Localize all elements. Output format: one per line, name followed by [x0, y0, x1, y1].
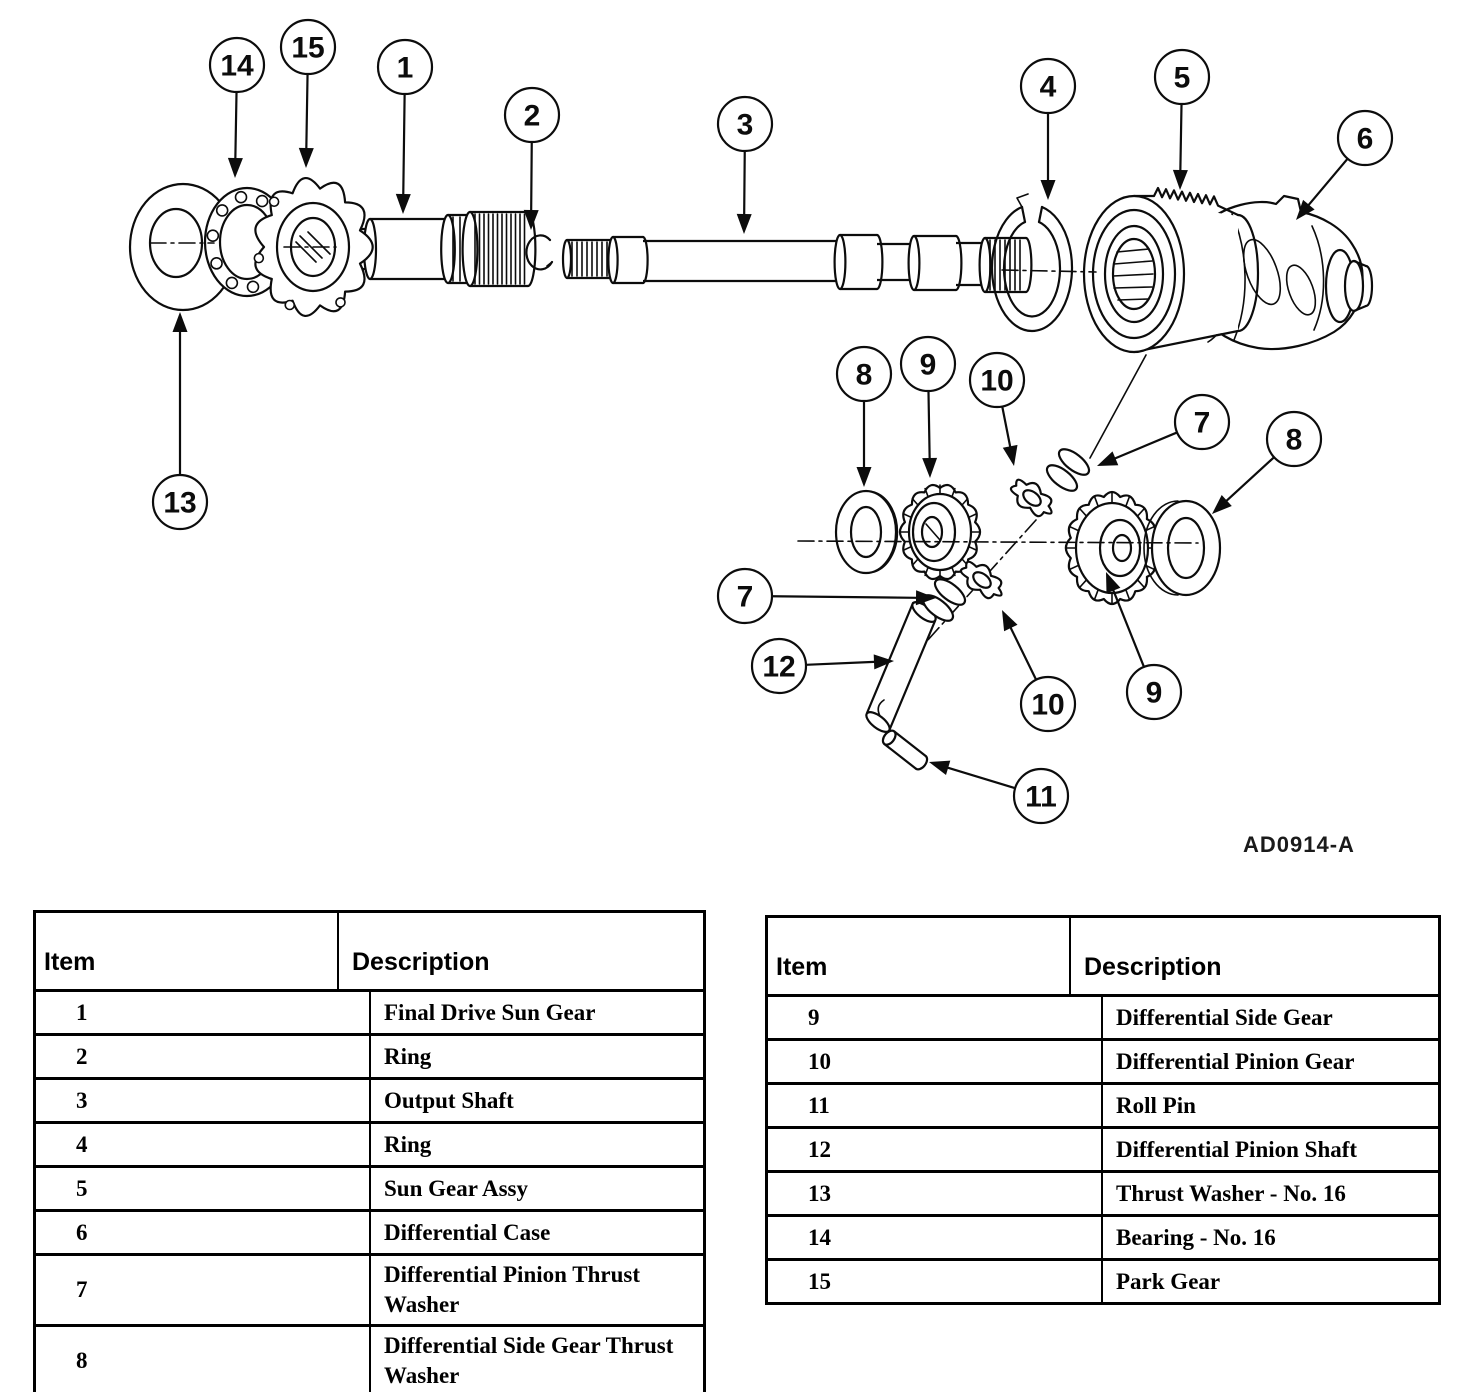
callout-8 [837, 347, 891, 487]
item-cell: 3 [36, 1080, 371, 1121]
item-cell: 12 [768, 1129, 1103, 1170]
part-roll-pin [880, 728, 929, 771]
table-row [36, 1165, 703, 1209]
description-cell: Final Drive Sun Gear [384, 999, 596, 1025]
svg-text:13: 13 [163, 486, 197, 520]
svg-text:2: 2 [523, 99, 541, 133]
table-header-row [36, 913, 703, 989]
description-cell: Differential Pinion Shaft [1116, 1136, 1358, 1162]
figure-code-label: AD0914-A [1243, 832, 1355, 857]
svg-text:4: 4 [1039, 70, 1057, 104]
description-cell: Roll Pin [1116, 1092, 1196, 1118]
table-row [36, 1209, 703, 1253]
description-header: Description [352, 948, 490, 976]
callout-15 [281, 20, 335, 168]
part-side-gear-thrust-washer-left [836, 491, 897, 573]
part-pinion-thrust-washer-upper [1043, 445, 1093, 496]
svg-text:11: 11 [1025, 780, 1057, 814]
item-cell: 5 [36, 1168, 371, 1209]
description-cell: Ring [384, 1043, 432, 1069]
description-header: Description [1084, 953, 1222, 981]
table-row [36, 1033, 703, 1077]
table-row [36, 1253, 703, 1324]
callout-3 [718, 97, 772, 234]
table-row [768, 1214, 1438, 1258]
description-cell: Sun Gear Assy [384, 1175, 529, 1201]
svg-text:7: 7 [1193, 406, 1211, 440]
item-cell: 9 [768, 997, 1103, 1038]
table-row [36, 1121, 703, 1165]
svg-text:10: 10 [980, 364, 1014, 398]
part-differential-pinion-gear-upper [1006, 473, 1060, 523]
description-cell: Ring [384, 1131, 432, 1157]
item-cell: 4 [36, 1124, 371, 1165]
description-cell: Park Gear [1116, 1268, 1221, 1294]
svg-text:8: 8 [855, 358, 873, 392]
description-cell: Differential Side Gear [1116, 1004, 1333, 1030]
callout-7 [718, 569, 936, 623]
table-row [768, 1258, 1438, 1302]
svg-text:9: 9 [1145, 676, 1163, 710]
svg-text:15: 15 [291, 31, 325, 65]
item-cell: 8 [36, 1327, 371, 1392]
table-row [768, 1126, 1438, 1170]
svg-text:3: 3 [736, 108, 754, 142]
svg-text:9: 9 [919, 348, 937, 382]
part-sun-gear-assy [1084, 188, 1258, 352]
table-row [768, 1082, 1438, 1126]
description-cell: Differential Case [384, 1219, 551, 1245]
callout-10 [1002, 610, 1075, 731]
table-body [768, 994, 1438, 1302]
item-cell: 6 [36, 1212, 371, 1253]
callout-2 [505, 88, 559, 230]
callout-11 [929, 761, 1068, 823]
callout-13 [153, 312, 207, 529]
svg-text:14: 14 [220, 49, 254, 83]
parts-table-right [765, 915, 1441, 1305]
item-cell: 11 [768, 1085, 1103, 1126]
item-cell: 7 [36, 1256, 371, 1324]
svg-text:10: 10 [1031, 688, 1065, 722]
callout-14 [210, 38, 264, 178]
table-header-row [768, 918, 1438, 994]
callout-10 [970, 353, 1024, 466]
svg-text:8: 8 [1285, 423, 1303, 457]
svg-text:6: 6 [1356, 122, 1374, 156]
item-header: Item [36, 913, 339, 989]
item-cell: 1 [36, 992, 371, 1033]
description-cell: Differential Side Gear Thrust Washer [384, 1333, 674, 1388]
item-cell: 10 [768, 1041, 1103, 1082]
description-cell: Differential Pinion Gear [1116, 1048, 1355, 1074]
table-row [768, 994, 1438, 1038]
svg-text:1: 1 [396, 51, 414, 85]
item-cell: 2 [36, 1036, 371, 1077]
part-side-gear-thrust-washer-right [1144, 501, 1220, 595]
callout-9 [901, 337, 955, 478]
item-cell: 14 [768, 1217, 1103, 1258]
item-cell: 13 [768, 1173, 1103, 1214]
svg-text:12: 12 [762, 650, 796, 684]
description-cell: Bearing - No. 16 [1116, 1224, 1276, 1250]
table-row [36, 1077, 703, 1121]
parts-table-left [33, 910, 706, 1392]
svg-text:7: 7 [736, 580, 754, 614]
table-row [768, 1170, 1438, 1214]
table-row [36, 989, 703, 1033]
table-row [768, 1038, 1438, 1082]
part-ring-2 [526, 235, 552, 269]
callout-4 [1021, 59, 1075, 200]
table-body [36, 989, 703, 1392]
callout-1 [378, 40, 432, 214]
callout-7 [1097, 395, 1229, 466]
callout-12 [752, 639, 894, 693]
svg-text:5: 5 [1173, 61, 1191, 95]
table-row [36, 1324, 703, 1392]
item-header: Item [768, 918, 1071, 994]
part-output-shaft [563, 235, 1031, 292]
description-cell: Output Shaft [384, 1087, 514, 1113]
callout-6 [1296, 111, 1392, 220]
description-cell: Differential Pinion Thrust Washer [384, 1262, 640, 1317]
callout-5 [1155, 50, 1209, 190]
item-cell: 15 [768, 1261, 1103, 1302]
description-cell: Thrust Washer - No. 16 [1116, 1180, 1346, 1206]
